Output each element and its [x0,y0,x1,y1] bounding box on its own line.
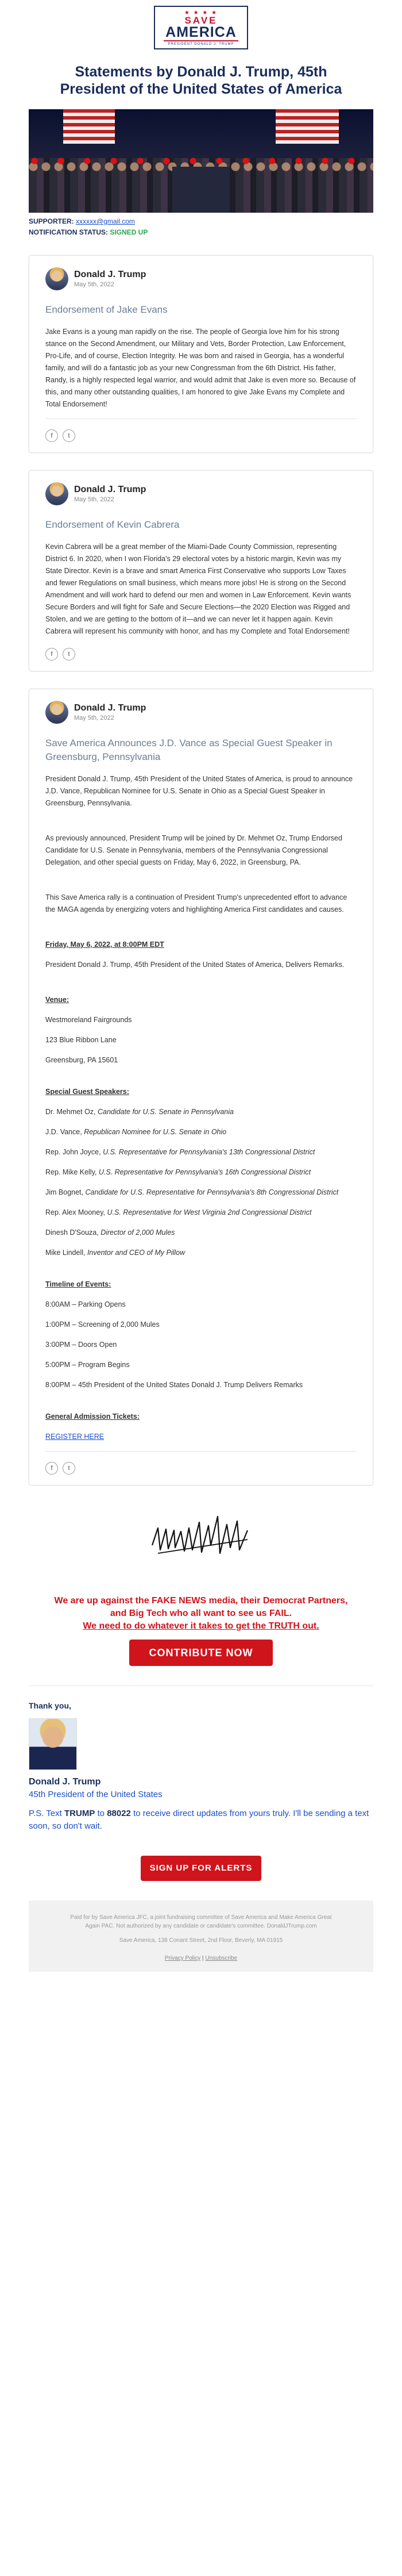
post-title: Save America Announces J.D. Vance as Special Guest Speaker in Greensburg, Pennsylvania [45,738,333,762]
post-header [45,701,357,724]
timeline-item: 8:00AM – Parking Opens [45,1300,126,1308]
page-title: Statements by Donald J. Trump, 45th President of the United States of America [60,64,342,97]
post-author: Donald J. Trump [74,270,146,279]
tickets-heading: General Admission Tickets: [45,1412,140,1421]
twitter-icon[interactable]: t [63,1462,75,1475]
twitter-icon[interactable]: t [63,429,75,442]
post-author: Donald J. Trump [74,485,146,494]
guest-item: J.D. Vance, Republican Nominee for U.S. Senate in Ohio [45,1128,227,1136]
post-author: Donald J. Trump [74,703,146,713]
venue-heading: Venue: [45,996,69,1004]
timeline-heading: Timeline of Events: [45,1280,111,1288]
timeline-item: 1:00PM – Screening of 2,000 Mules [45,1320,160,1329]
guest-item: Rep. John Joyce, U.S. Representative for Pennsylvania's 13th Congressional District [45,1148,315,1156]
share-bar [45,429,357,442]
podium [172,167,230,213]
hero-rally-photo [29,109,373,213]
footer-disclaimer: Paid for by Save America JFC, a joint fundraising committee of Save America and Make America Great Again PAC. Not authorized by any candidate or candidate's committee. DonaldJTrump.com [70,1914,332,1929]
guest-item: Rep. Mike Kelly, U.S. Representative for Pennsylvania's 16th Congressional District [45,1168,311,1176]
register-link[interactable]: REGISTER HERE [45,1433,105,1441]
cta-line-1: We are up against the FAKE NEWS media, their Democrat Partners, and Big Tech who all want to see us FAIL. [54,1596,348,1618]
sign-up-alerts-button[interactable]: SIGN UP FOR ALERTS [141,1856,261,1881]
guests-heading: Special Guest Speakers: [45,1088,129,1096]
share-bar [45,648,357,661]
post-body: Jake Evans is a young man rapidly on the rise. The people of Georgia love him for his strong stance on the Second Amendment, our Military and Vets, Border Protection, Law Enforcement, Pro-Life, and of course, Election Integrity. He was born and raised in Georgia, has a wonderful family, and will do a fantastic job as your new Congressman from the 6th District. His father, Randy, is a highly respected legal warrior, and would admit that Jake is even more so. Because of this, and many other outstanding qualities, I am honored to give Jake Evans my Complete and Total Endorsement! [45,328,356,408]
save-america-logo[interactable] [154,6,248,49]
facebook-icon[interactable]: f [45,1462,58,1475]
post-date: May 5th, 2022 [74,715,114,721]
post-header [45,482,357,505]
flag-decoration [63,109,115,144]
share-bar [45,1462,357,1475]
closing-thanks: Thank you, [29,1701,71,1710]
supporter-email-link[interactable]: xxxxxx@gmail.com [76,217,135,225]
footer [29,1901,373,1972]
logo-america-text: AMERICA [165,24,237,40]
avatar [45,482,68,505]
post-body: Kevin Cabrera will be a great member of the Miami-Dade County Commission, representing District 6. In 2020, when I won Florida's 29 electoral votes by a historic margin, Kevin was my State Director. Kevin is a brave and smart America First Conservative who supports Low Taxes and fewer Regulations on small business, which means more jobs! He is strong on the Second Amendment and will work hard to defend our men and women in Law Enforcement. Kevin wants Secure Borders and will fight for Safe and Secure Elections—the 2020 Election was Rigged and Stolen, and we are getting to the bottom of it—and we can never let it happen again. Kevin Cabrera will represent his community with honor, and has my Complete and Total Endorsement! [45,543,351,635]
supporter-label: SUPPORTER: [29,217,74,225]
signature-image [29,1494,373,1580]
closing-title: 45th President of the United States [29,1790,163,1799]
facebook-icon[interactable]: f [45,648,58,661]
status-label: NOTIFICATION STATUS: [29,228,108,236]
email-container [29,0,373,1972]
post-header [45,267,357,290]
flag-decoration [276,109,339,144]
post-date: May 5th, 2022 [74,281,114,288]
avatar [45,267,68,290]
supporter-line [29,216,373,227]
status-value: SIGNED UP [110,228,148,236]
venue-line: Greensburg, PA 15601 [45,1056,118,1064]
guest-item: Rep. Alex Mooney, U.S. Representative for West Virginia 2nd Congressional District [45,1208,312,1216]
logo-save-text: SAVE [184,14,218,26]
venue-line: 123 Blue Ribbon Lane [45,1036,117,1044]
event-heading: Friday, May 6, 2022, at 8:00PM EDT [45,940,164,949]
guest-item: Dr. Mehmet Oz, Candidate for U.S. Senate in Pennsylvania [45,1108,234,1116]
subscriber-info [29,216,373,238]
trump-portrait [29,1718,77,1770]
statement-card [29,689,373,1485]
timeline-item: 8:00PM – 45th President of the United States Donald J. Trump Delivers Remarks [45,1381,303,1389]
event-text: President Donald J. Trump, 45th President of the United States of America, Delivers Remarks. [45,961,345,969]
privacy-policy-link[interactable]: Privacy Policy [164,1955,201,1961]
guest-item: Dinesh D'Souza, Director of 2,000 Mules [45,1229,175,1237]
logo-tagline: PRESIDENT DONALD J. TRUMP [168,42,234,46]
statement-card [29,255,373,453]
footer-address: Save America, 138 Conant Street, 2nd Floor, Beverly, MA 01915 [119,1937,283,1944]
divider [45,1451,357,1452]
post-title: Endorsement of Jake Evans [45,304,168,315]
red-hats [29,158,373,164]
logo-stars: ★ ★ ★ ★ [184,9,218,16]
avatar [45,701,68,724]
closing-name: Donald J. Trump [29,1777,101,1787]
post-title: Endorsement of Kevin Cabrera [45,519,180,530]
unsubscribe-link[interactable]: Unsubscribe [205,1955,238,1961]
header [29,0,373,57]
guest-item: Jim Bognet, Candidate for U.S. Representative for Pennsylvania's 8th Congressional District [45,1188,339,1196]
footer-links: Privacy Policy | Unsubscribe [164,1955,238,1961]
ps-text: P.S. Text TRUMP to 88022 to receive direct updates from yours truly. I'll be sending a text soon, so don't wait. [29,1809,369,1831]
timeline-item: 5:00PM – Program Begins [45,1361,130,1369]
guest-item: Mike Lindell, Inventor and CEO of My Pillow [45,1249,185,1257]
post-date: May 5th, 2022 [74,496,114,503]
cta-line-2: We need to do whatever it takes to get the TRUTH out. [83,1621,319,1631]
facebook-icon[interactable]: f [45,429,58,442]
cta-message [46,1595,356,1633]
post-paragraph: President Donald J. Trump, 45th President of the United States of America, is proud to announce J.D. Vance, Republican Nominee for U.S. Senate in Ohio as a Special Guest Speaker in Greensburg, Pennsylvania. [45,775,353,807]
signature-icon [146,1505,256,1568]
contribute-button[interactable]: CONTRIBUTE NOW [129,1640,273,1666]
logo-rule [164,40,238,41]
timeline-item: 3:00PM – Doors Open [45,1341,117,1349]
post-paragraph: As previously announced, President Trump will be joined by Dr. Mehmet Oz, Trump Endorsed Candidate for U.S. Senate in Pennsylvania, members of the Pennsylvania Congressional Delegation, and other special guests on Friday, May 6, 2022, in Greensburg, PA. [45,834,342,866]
venue-line: Westmoreland Fairgrounds [45,1016,132,1024]
twitter-icon[interactable]: t [63,648,75,661]
status-line [29,227,373,238]
post-paragraph: This Save America rally is a continuation of President Trump's unprecedented effort to advance the MAGA agenda by energizing voters and highlighting America First candidates and causes. [45,893,347,913]
statement-card [29,470,373,671]
